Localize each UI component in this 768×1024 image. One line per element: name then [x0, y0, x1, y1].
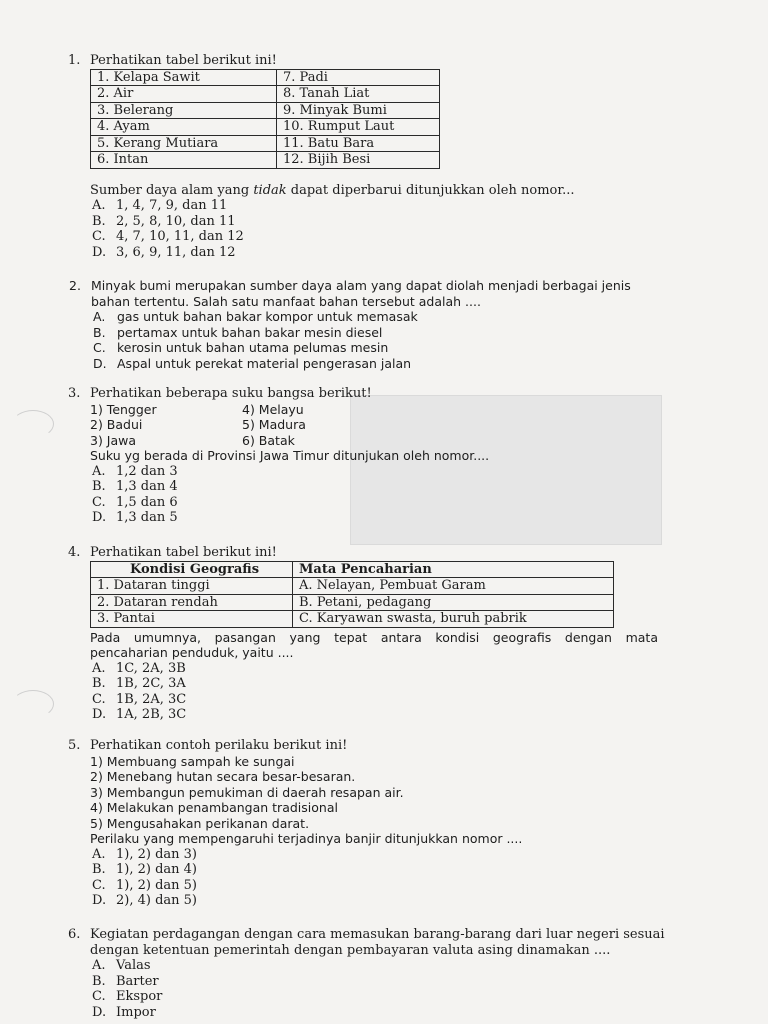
option-letter: D.: [92, 1004, 107, 1020]
option-text: gas untuk bahan bakar kompor untuk memasak: [117, 309, 418, 324]
option-text: 3, 6, 9, 11, dan 12: [116, 244, 236, 260]
list-item: 6) Batak: [242, 432, 295, 448]
option-letter: A.: [92, 660, 106, 676]
option-letter: B.: [92, 862, 106, 877]
answer-option: [90, 707, 658, 723]
answer-option: [91, 325, 631, 341]
option-letter: B.: [92, 676, 106, 691]
answer-option: [90, 661, 658, 677]
answer-option: [90, 862, 522, 878]
option-letter: C.: [92, 691, 106, 707]
list-row: [90, 417, 489, 433]
question-stem: Suku yg berada di Provinsi Jawa Timur ditunjukan oleh nomor....: [90, 448, 490, 463]
answer-option: [90, 847, 522, 863]
punch-hole-mark: [12, 690, 54, 718]
list-row: [90, 402, 489, 418]
option-letter: A.: [92, 846, 106, 862]
option-text: 2), 4) dan 5): [116, 893, 198, 908]
option-text: Impor: [116, 1004, 156, 1020]
table-cell: 3. Pantai: [91, 611, 293, 628]
option-letter: A.: [93, 309, 106, 324]
option-letter: C.: [93, 340, 106, 355]
list-item: 5) Madura: [242, 417, 306, 432]
option-letter: C.: [92, 229, 106, 244]
question-stem-line: Minyak bumi merupakan sumber daya alam yang dapat diolah menjadi berbagai jenis: [91, 278, 631, 293]
answer-option: [90, 989, 665, 1005]
table-row: [91, 135, 440, 152]
table-header: Kondisi Geografis: [91, 561, 293, 578]
option-letter: A.: [92, 198, 106, 213]
answer-option: [90, 958, 665, 974]
option-text: 1C, 2A, 3B: [116, 660, 186, 676]
option-text: 1), 2) dan 4): [116, 862, 198, 877]
table-row: [91, 119, 440, 136]
question-prompt: Perhatikan contoh perilaku berikut ini!: [90, 738, 348, 753]
answer-option: [90, 878, 522, 894]
list-item: 3) Membangun pemukiman di daerah resapan air.: [90, 784, 404, 800]
option-letter: B.: [93, 324, 106, 340]
resource-table: [90, 69, 440, 169]
question-stem: Perilaku yang mempengaruhi terjadinya banjir ditunjukkan nomor ....: [90, 831, 523, 846]
option-text: Barter: [116, 973, 159, 989]
question-stem-line: pencaharian penduduk, yaitu ....: [90, 645, 294, 660]
table-cell: 4. Ayam: [91, 119, 277, 136]
option-text: 1,3 dan 5: [116, 510, 178, 525]
table-cell: 6. Intan: [91, 152, 277, 169]
list-item: 3) Jawa: [90, 432, 137, 448]
question-5: [68, 738, 523, 909]
answer-option: [90, 692, 658, 708]
punch-hole-mark: [12, 410, 54, 438]
table-cell: B. Petani, pedagang: [293, 594, 614, 611]
question-stem-line: Pada umumnya, pasangan yang tepat antara kondisi geografis dengan mata: [90, 629, 658, 645]
answer-option: [90, 245, 575, 261]
answer-option: [90, 229, 575, 245]
option-list: [91, 309, 631, 371]
table-cell: 8. Tanah Liat: [277, 86, 440, 103]
table-header: Mata Pencaharian: [293, 561, 614, 578]
answer-option: [91, 309, 631, 325]
option-text: Ekspor: [116, 989, 163, 1004]
list-item: 1) Membuang sampah ke sungai: [90, 753, 295, 769]
option-text: Valas: [116, 958, 151, 973]
question-1: [68, 53, 575, 260]
option-letter: B.: [92, 213, 106, 229]
table-cell: 7. Padi: [277, 69, 440, 86]
answer-option: [90, 974, 665, 990]
option-list: [90, 661, 658, 723]
answer-option: [91, 340, 631, 356]
question-2: [69, 278, 631, 371]
option-letter: A.: [92, 958, 106, 973]
question-prompt: Perhatikan tabel berikut ini!: [90, 545, 277, 560]
question-3: [68, 386, 490, 526]
question-number: 5.: [68, 738, 81, 753]
list-item: 4) Melayu: [242, 401, 304, 417]
option-letter: D.: [92, 510, 107, 525]
table-cell: 10. Rumput Laut: [277, 119, 440, 136]
option-text: Aspal untuk perekat material pengerasan jalan: [117, 355, 412, 371]
table-cell: C. Karyawan swasta, buruh pabrik: [293, 611, 614, 628]
tribe-list: [90, 402, 489, 449]
question-number: 2.: [69, 278, 81, 293]
question-prompt: Perhatikan beberapa suku bangsa berikut!: [90, 386, 372, 401]
option-letter: D.: [92, 707, 107, 722]
table-row: [91, 152, 440, 169]
table-row: [91, 594, 614, 611]
answer-option: [90, 510, 489, 526]
option-text: pertamax untuk bahan bakar mesin diesel: [117, 324, 383, 340]
option-list: [90, 198, 575, 260]
option-letter: D.: [92, 244, 107, 260]
list-row: [90, 433, 489, 449]
answer-option: [90, 198, 575, 214]
option-text: 1,3 dan 4: [116, 479, 178, 494]
question-4: [68, 545, 658, 723]
question-6: [68, 927, 665, 1020]
option-letter: D.: [93, 355, 107, 371]
list-item: 2) Menebang hutan secara besar-besaran.: [90, 769, 356, 784]
table-cell: A. Nelayan, Pembuat Garam: [293, 578, 614, 595]
option-letter: B.: [92, 973, 106, 989]
table-row: [91, 102, 440, 119]
option-list: [90, 464, 489, 526]
answer-option: [90, 495, 489, 511]
table-cell: 2. Air: [91, 86, 277, 103]
option-text: 1A, 2B, 3C: [116, 707, 187, 722]
table-row: [91, 611, 614, 628]
behavior-list: [90, 754, 522, 832]
option-letter: A.: [92, 463, 106, 479]
answer-option: [90, 893, 522, 909]
list-item: 5) Mengusahakan perikanan darat.: [90, 815, 310, 831]
option-letter: C.: [92, 877, 106, 893]
option-text: 1B, 2C, 3A: [116, 676, 186, 691]
option-letter: C.: [92, 989, 106, 1004]
option-text: 1, 4, 7, 9, dan 11: [116, 198, 228, 213]
answer-option: [90, 479, 489, 495]
question-stem-line: dengan ketentuan pemerintah dengan pembayaran valuta asing dinamakan ....: [90, 942, 611, 958]
question-prompt: Perhatikan tabel berikut ini!: [90, 53, 277, 68]
option-text: 1), 2) dan 3): [116, 846, 198, 862]
option-text: 1,2 dan 3: [116, 463, 178, 479]
answer-option: [91, 356, 631, 372]
option-text: 1B, 2A, 3C: [116, 691, 187, 707]
option-list: [90, 958, 665, 1020]
option-list: [90, 847, 522, 909]
table-cell: 5. Kerang Mutiara: [91, 135, 277, 152]
question-number: 1.: [68, 53, 81, 68]
table-row: [91, 578, 614, 595]
answer-option: [90, 214, 575, 230]
question-number: 4.: [68, 545, 81, 560]
table-cell: 2. Dataran rendah: [91, 594, 293, 611]
list-item: 1) Tengger: [90, 401, 157, 417]
question-stem-line: Kegiatan perdagangan dengan cara memasukan barang-barang dari luar negeri sesuai: [90, 927, 665, 942]
answer-option: [90, 464, 489, 480]
option-text: 4, 7, 10, 11, dan 12: [116, 229, 244, 244]
option-text: 1), 2) dan 5): [116, 877, 198, 893]
option-text: kerosin untuk bahan utama pelumas mesin: [117, 340, 389, 355]
option-text: 2, 5, 8, 10, dan 11: [116, 213, 236, 229]
table-cell: 1. Kelapa Sawit: [91, 69, 277, 86]
answer-option: [90, 1005, 665, 1021]
question-stem: Sumber daya alam yang tidak dapat diperbarui ditunjukkan oleh nomor...: [90, 182, 575, 198]
table-cell: 9. Minyak Bumi: [277, 102, 440, 119]
list-item: 2) Badui: [90, 417, 143, 432]
table-cell: 12. Bijih Besi: [277, 152, 440, 169]
table-cell: 11. Batu Bara: [277, 135, 440, 152]
option-letter: D.: [92, 893, 107, 908]
question-number: 3.: [68, 386, 81, 401]
option-letter: C.: [92, 494, 106, 510]
table-cell: 1. Dataran tinggi: [91, 578, 293, 595]
question-number: 6.: [68, 927, 81, 942]
table-cell: 3. Belerang: [91, 102, 277, 119]
question-stem-line: bahan tertentu. Salah satu manfaat bahan tersebut adalah ....: [91, 293, 481, 309]
answer-option: [90, 676, 658, 692]
option-letter: B.: [92, 479, 106, 494]
option-text: 1,5 dan 6: [116, 494, 178, 510]
geography-table: [90, 561, 614, 628]
list-item: 4) Melakukan penambangan tradisional: [90, 800, 338, 815]
table-row: [91, 69, 440, 86]
table-row: [91, 86, 440, 103]
